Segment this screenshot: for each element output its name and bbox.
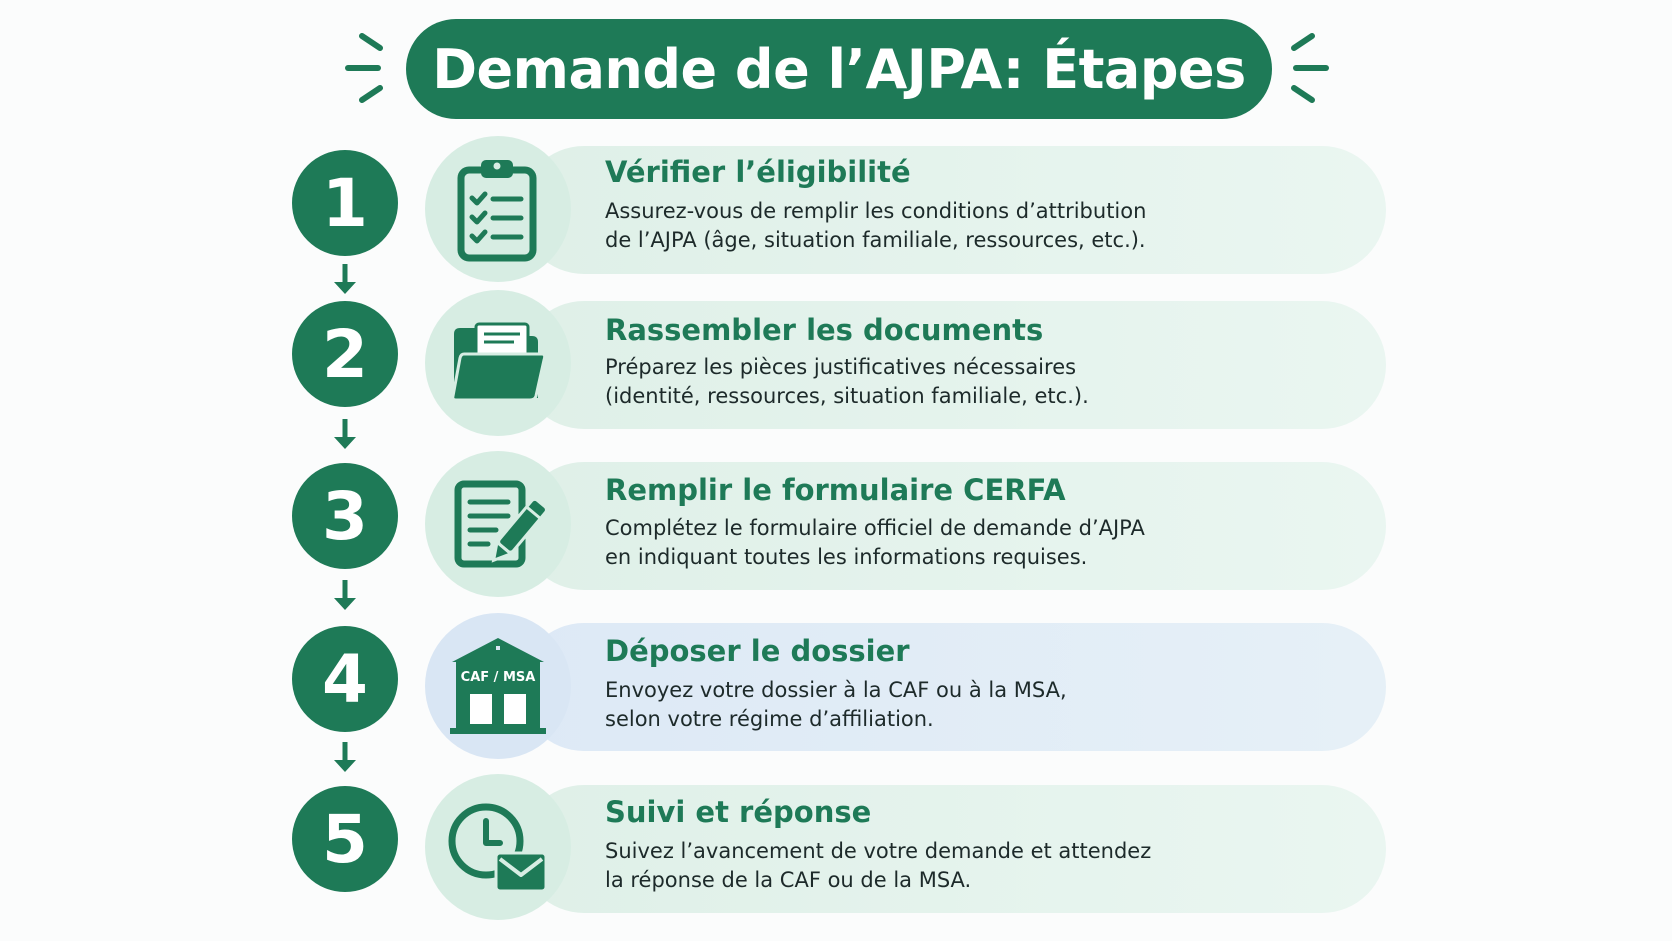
step-number-5: 5	[292, 786, 398, 892]
step-number-1: 1	[292, 150, 398, 256]
step-icon-circle-5	[425, 774, 571, 920]
step-number-3: 3	[292, 463, 398, 569]
form-pen-icon	[450, 476, 546, 572]
step-title-3: Remplir le formulaire CERFA	[605, 473, 1066, 507]
step-desc-5-line-1: Suivez l’avancement de votre demande et attendez	[605, 839, 1152, 863]
arrow-down-icon	[331, 740, 359, 774]
step-number-2: 2	[292, 301, 398, 407]
step-desc-3	[605, 514, 1145, 572]
step-desc-5	[605, 837, 1151, 895]
step-number-4: 4	[292, 626, 398, 732]
step-title-5: Suivi et réponse	[605, 795, 872, 829]
step-icon-circle-2	[425, 290, 571, 436]
clock-envelope-icon	[446, 797, 550, 897]
step-desc-2	[605, 353, 1089, 411]
step-desc-1	[605, 197, 1146, 255]
step-desc-5-line-2: la réponse de la CAF ou de la MSA.	[605, 868, 972, 892]
building-icon-label: CAF / MSA	[460, 670, 536, 685]
arrow-down-icon	[331, 262, 359, 296]
step-icon-circle-4	[425, 613, 571, 759]
page-title: Demande de l’AJPA: Étapes	[406, 19, 1272, 119]
step-icon-circle-1	[425, 136, 571, 282]
step-desc-2-line-2: (identité, ressources, situation familiale, etc.).	[605, 384, 1089, 408]
step-desc-4-line-2: selon votre régime d’affiliation.	[605, 707, 934, 731]
step-desc-1-line-1: Assurez-vous de remplir les conditions d’attribution	[605, 199, 1147, 223]
step-title-1: Vérifier l’éligibilité	[605, 155, 911, 189]
building-icon	[446, 634, 550, 738]
left-rays-decoration	[344, 28, 394, 108]
step-desc-3-line-2: en indiquant toutes les informations requises.	[605, 545, 1088, 569]
step-desc-1-line-2: de l’AJPA (âge, situation familiale, ressources, etc.).	[605, 228, 1146, 252]
arrow-down-icon	[331, 417, 359, 451]
right-rays-decoration	[1280, 28, 1330, 108]
step-desc-4	[605, 676, 1067, 734]
step-desc-2-line-1: Préparez les pièces justificatives nécessaires	[605, 355, 1077, 379]
step-icon-circle-3	[425, 451, 571, 597]
arrow-down-icon	[331, 578, 359, 612]
step-desc-4-line-1: Envoyez votre dossier à la CAF ou à la MSA,	[605, 678, 1067, 702]
step-title-4: Déposer le dossier	[605, 634, 910, 668]
clipboard-checklist-icon	[455, 156, 541, 262]
step-desc-3-line-1: Complétez le formulaire officiel de demande d’AJPA	[605, 516, 1145, 540]
folder-icon	[450, 320, 546, 406]
step-title-2: Rassembler les documents	[605, 313, 1044, 347]
